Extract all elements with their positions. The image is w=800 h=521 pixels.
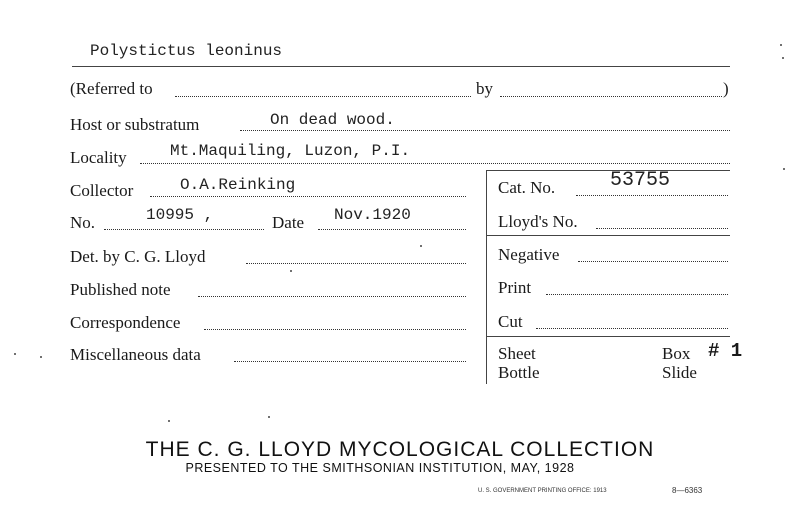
cut-line [536, 328, 728, 329]
printing-office-note: U. S. GOVERNMENT PRINTING OFFICE: 1913 [478, 488, 607, 494]
det-by-line [246, 263, 466, 264]
scan-speck [168, 420, 170, 422]
number-label: No. [70, 213, 96, 232]
species-name: Polystictus leoninus [90, 42, 283, 60]
by-line [500, 96, 722, 97]
number-value: 10995 , [146, 206, 214, 224]
host-label: Host or substratum [70, 115, 200, 134]
cat-no-label: Cat. No. [498, 178, 556, 197]
print-label: Print [498, 278, 532, 297]
collector-line [150, 196, 466, 197]
closing-paren: ) [723, 79, 729, 98]
locality-value: Mt.Maquiling, Luzon, P.I. [170, 142, 411, 160]
negative-line [578, 261, 728, 262]
correspondence-label: Correspondence [70, 313, 181, 332]
scan-speck [782, 57, 784, 59]
cat-no-value: 53755 [610, 169, 671, 192]
host-line [240, 130, 730, 131]
lloyds-no-line [596, 228, 728, 229]
det-by-label: Det. by C. G. Lloyd [70, 247, 206, 266]
collector-value: O.A.Reinking [180, 176, 296, 194]
cat-no-line [576, 195, 728, 196]
correspondence-line [204, 329, 466, 330]
catalog-divider [486, 235, 730, 236]
footer-subtitle: PRESENTED TO THE SMITHSONIAN INSTITUTION, MAY, 1928 [185, 461, 575, 475]
scan-speck [420, 245, 422, 247]
divider [72, 66, 730, 67]
print-line [546, 294, 728, 295]
host-value: On dead wood. [270, 111, 395, 129]
form-number: 8—6363 [672, 486, 703, 495]
by-label: by [476, 79, 493, 98]
locality-line [140, 163, 730, 164]
scan-speck [783, 168, 785, 170]
box-label: Box [662, 344, 691, 363]
scan-speck [40, 356, 42, 358]
footer-title: THE C. G. LLOYD MYCOLOGICAL COLLECTION [145, 438, 655, 461]
negative-label: Negative [498, 245, 560, 264]
date-value: Nov.1920 [334, 206, 411, 224]
catalog-box-top [486, 170, 730, 171]
bottle-label: Bottle [498, 363, 540, 382]
date-label: Date [272, 213, 305, 232]
published-note-label: Published note [70, 280, 171, 299]
scan-speck [780, 44, 782, 46]
lloyds-no-label: Lloyd's No. [498, 212, 578, 231]
locality-label: Locality [70, 148, 127, 167]
number-line [104, 229, 264, 230]
catalog-box-border [486, 170, 487, 384]
catalog-divider-2 [486, 336, 730, 337]
referred-to-label: (Referred to [70, 79, 153, 98]
referred-to-line [175, 96, 471, 97]
misc-line [234, 361, 466, 362]
scan-speck [14, 353, 16, 355]
scan-speck [268, 416, 270, 418]
collector-label: Collector [70, 181, 134, 200]
scan-speck [290, 270, 292, 272]
cut-label: Cut [498, 312, 523, 331]
slide-label: Slide [662, 363, 697, 382]
box-value: # 1 [708, 340, 743, 362]
published-note-line [198, 296, 466, 297]
sheet-label: Sheet [498, 344, 536, 363]
date-line [318, 229, 466, 230]
misc-label: Miscellaneous data [70, 345, 201, 364]
